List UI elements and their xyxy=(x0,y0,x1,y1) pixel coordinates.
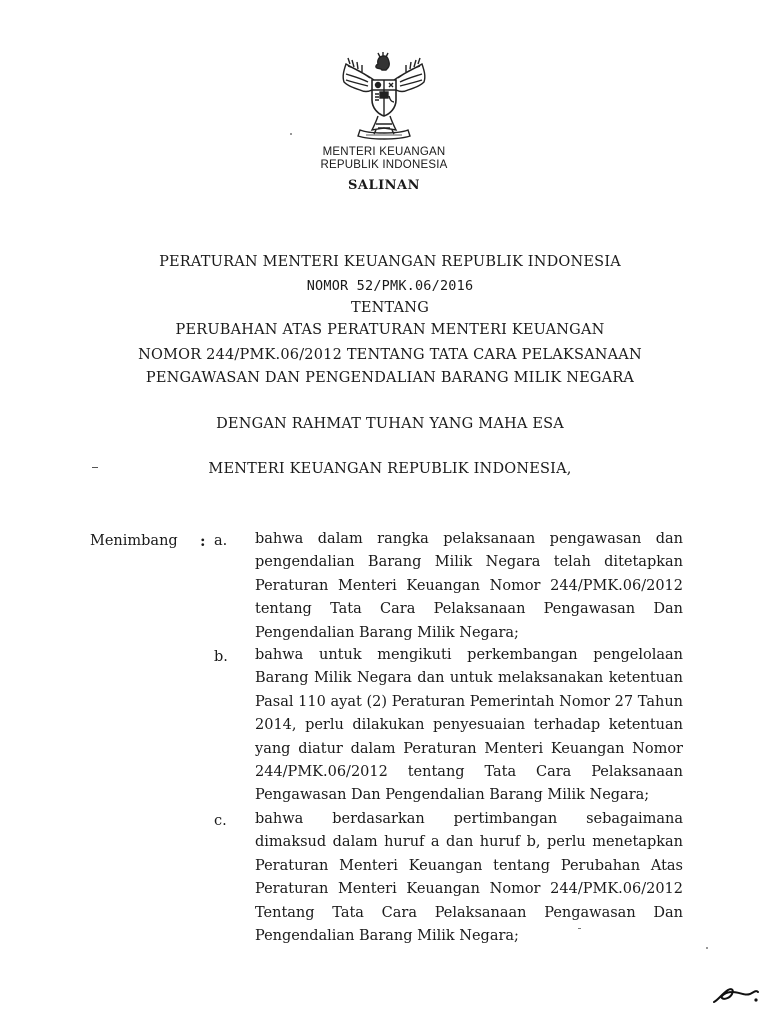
item-letter-b: b. xyxy=(214,649,228,665)
regulation-title: PERATURAN MENTERI KEUANGAN REPUBLIK INDONESIA xyxy=(159,254,621,270)
scan-speck xyxy=(92,467,98,468)
subject-line-3: PENGAWASAN DAN PENGENDALIAN BARANG MILIK NEGARA xyxy=(145,370,635,386)
invocation: DENGAN RAHMAT TUHAN YANG MAHA ESA xyxy=(216,416,564,432)
scan-speck xyxy=(578,928,581,929)
considerations-label: Menimbang xyxy=(90,533,178,549)
item-letter-c: c. xyxy=(214,813,227,829)
garuda-emblem-icon xyxy=(330,50,438,142)
regulation-number: NOMOR 52/PMK.06/2016 xyxy=(306,278,474,294)
copy-label: SALINAN xyxy=(347,178,421,193)
subject-line-2: NOMOR 244/PMK.06/2012 TENTANG TATA CARA PELAKSANAAN xyxy=(138,347,642,363)
scan-speck xyxy=(706,947,708,949)
scan-speck xyxy=(290,133,292,135)
consideration-a: bahwa dalam rangka pelaksanaan pengawasan dan pengendalian Barang Milik Negara telah ditetapkan Peraturan Menteri Keuangan Nomor 244/PMK.06/2012 tentang Tata Cara Pelaksanaan Pengawasan Dan Pengendalian Barang Milik Negara; xyxy=(255,531,683,641)
consideration-b: bahwa untuk mengikuti perkembangan pengelolaan Barang Milik Negara dan untuk melaksanakan ketentuan Pasal 110 ayat (2) Peraturan Pemerintah Nomor 27 Tahun 2014, perlu dilakukan penyesuaian terhadap ketentuan yang diatur dalam Peraturan Menteri Keuangan Nomor 244/PMK.06/2012 tentang Tata Cara Pelaksanaan Pengawasan Dan Pengendalian Barang Milik Negara; xyxy=(255,647,683,804)
authority-line: MENTERI KEUANGAN REPUBLIK INDONESIA, xyxy=(208,461,572,477)
about-label: TENTANG xyxy=(351,300,429,316)
ministry-name: MENTERI KEUANGAN xyxy=(322,146,446,158)
subject-line-1: PERUBAHAN ATAS PERATURAN MENTERI KEUANGAN xyxy=(175,322,605,338)
country-name: REPUBLIK INDONESIA xyxy=(320,159,448,171)
item-letter-a: a. xyxy=(214,533,228,549)
consideration-c: bahwa berdasarkan pertimbangan sebagaimana dimaksud dalam huruf a dan huruf b, perlu menetapkan Peraturan Menteri Keuangan tentang Perubahan Atas Peraturan Menteri Keuangan Nomor 244/PMK.06/2012 Tentang Tata Cara Pelaksanaan Pengawasan Dan Pengendalian Barang Milik Negara; xyxy=(255,811,683,945)
initial-paraf-icon xyxy=(710,980,762,1008)
considerations-colon: : xyxy=(200,532,206,550)
